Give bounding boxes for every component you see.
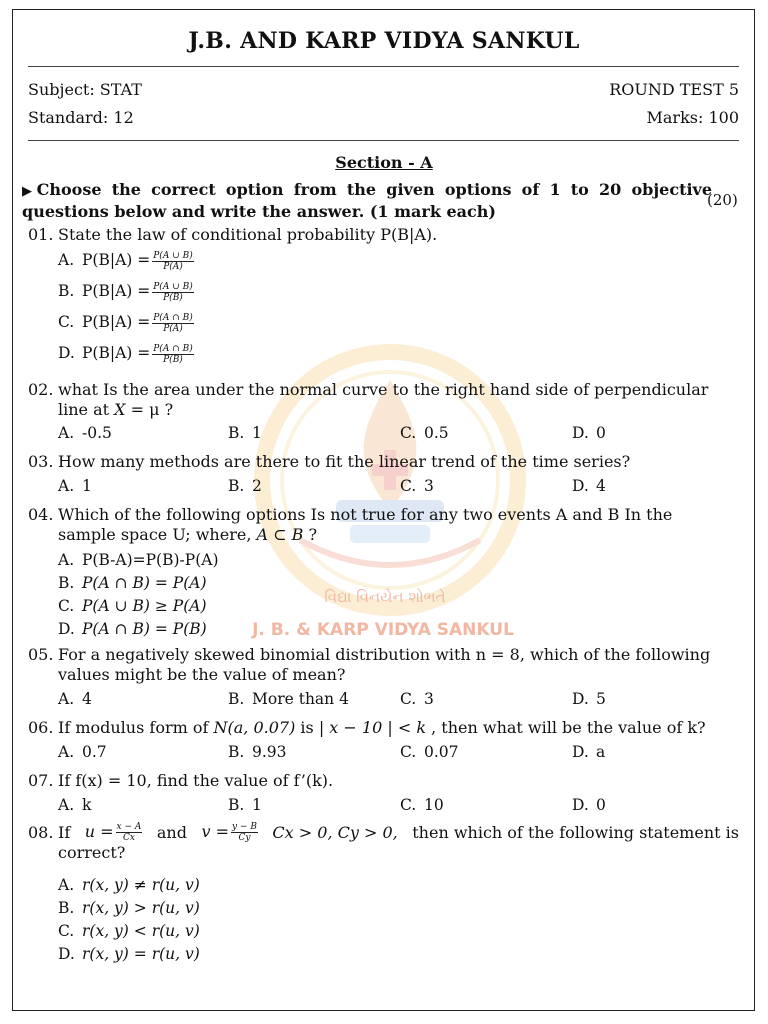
option-row (58, 875, 358, 898)
option-text: P(A ∩ B) = P(B) (82, 620, 207, 638)
question-8-options (58, 875, 358, 967)
option-row (58, 573, 358, 596)
fraction-denominator: P(B) (163, 354, 183, 365)
option-prefix: P(B|A) = (82, 282, 151, 300)
option-label: C. (58, 922, 75, 940)
option-text: P(A ∪ B) ≥ P(A) (82, 597, 207, 615)
option-text: More than 4 (252, 690, 349, 708)
option-row (58, 619, 358, 642)
divider (28, 140, 739, 141)
option-label: D. (572, 424, 589, 442)
divider (28, 66, 739, 67)
option-text: 1 (252, 796, 262, 814)
triangle-bullet-icon: ▶ (22, 184, 37, 199)
option-label: D. (572, 743, 589, 761)
option (228, 796, 262, 814)
question-4-options (58, 550, 358, 642)
option-text: 3 (424, 477, 434, 495)
section-marks: (20) (707, 191, 738, 209)
option-text: 3 (424, 690, 434, 708)
option (572, 796, 606, 814)
option-text: 4 (82, 690, 92, 708)
option-label: A. (58, 876, 75, 894)
option-row (58, 550, 358, 573)
option-row (58, 343, 358, 374)
option-text: k (82, 796, 92, 814)
option (228, 690, 349, 708)
option (58, 796, 91, 814)
section-instruction: ▶Choose the correct option from the given options of 1 to 20 objective questions below and write the answer. (1 mark each) (22, 180, 713, 221)
option-row (58, 921, 358, 944)
question-6: 06. If modulus form of N(a, 0.07) is | x − 10 | < k , then what will be the value of k? (28, 718, 706, 737)
option (572, 477, 606, 495)
option-label: B. (58, 899, 75, 917)
option-text: -0.5 (82, 424, 112, 442)
question-4: 04. Which of the following options Is not true for any two events A and B In the sample space U; where, A ⊂ B ? (28, 505, 673, 544)
fraction-numerator: P(A ∩ B) (153, 343, 193, 354)
option-label: A. (58, 690, 75, 708)
option-label: A. (58, 477, 75, 495)
option-label: A. (58, 251, 75, 269)
option (228, 424, 262, 442)
question-3: 03. How many methods are there to fit the linear trend of the time series? (28, 452, 631, 471)
option-label: A. (58, 424, 75, 442)
option (58, 477, 92, 495)
option (572, 690, 606, 708)
option-label: B. (228, 690, 245, 708)
option-text: 1 (82, 477, 92, 495)
question-8: 08. If u = $\frac{x - A}{Cx}$ and v = $\frac{y - B}{Cy}$ Cx > 0, Cy > 0, then which of the following statement is correct? (28, 822, 739, 862)
question-1-options (58, 250, 358, 374)
option-label: A. (58, 743, 75, 761)
question-1: 01. State the law of conditional probability P(B|A). (28, 225, 438, 244)
option-label: C. (400, 477, 417, 495)
option-row (58, 250, 358, 281)
option-row (58, 312, 358, 343)
option-text: 0 (596, 796, 606, 814)
option-text: r(x, y) = r(u, v) (82, 945, 200, 963)
option (572, 743, 605, 761)
option-label: D. (572, 477, 589, 495)
option (572, 424, 606, 442)
option-text: 0 (596, 424, 606, 442)
option-prefix: P(B|A) = (82, 313, 151, 331)
school-name: J.B. AND KARP VIDYA SANKUL (188, 28, 580, 54)
option-fraction (152, 282, 193, 303)
option-label: B. (228, 796, 245, 814)
option-text: 4 (596, 477, 606, 495)
option-label: B. (228, 424, 245, 442)
option-label: D. (58, 620, 75, 638)
option-text: P(A ∩ B) = P(A) (82, 574, 207, 592)
option-prefix: P(B|A) = (82, 344, 151, 362)
fraction-denominator: P(A) (163, 323, 183, 334)
option-fraction (152, 251, 193, 272)
option-text: 10 (424, 796, 444, 814)
option-text: 5 (596, 690, 606, 708)
option-row (58, 898, 358, 921)
fraction-numerator: P(A ∪ B) (153, 250, 193, 261)
fraction-denominator: P(B) (163, 292, 183, 303)
marks-label: Marks: 100 (646, 108, 739, 127)
option-fraction (152, 344, 193, 365)
option-label: D. (572, 796, 589, 814)
option (400, 743, 459, 761)
fraction-numerator: P(A ∩ B) (153, 312, 193, 323)
option (400, 477, 434, 495)
option-row (58, 596, 358, 619)
option-label: B. (228, 743, 245, 761)
option-prefix: P(B|A) = (82, 251, 151, 269)
option-text: 2 (252, 477, 262, 495)
option-label: D. (572, 690, 589, 708)
watermark-name: J. B. & KARP VIDYA SANKUL (252, 620, 514, 640)
option-text: r(x, y) ≠ r(u, v) (82, 876, 200, 894)
option-text: 9.93 (252, 743, 287, 761)
option-row (58, 281, 358, 312)
option-fraction (152, 313, 193, 334)
option-text: a (596, 743, 606, 761)
option-label: B. (58, 282, 75, 300)
option-label: A. (58, 796, 75, 814)
option-label: C. (400, 424, 417, 442)
option (58, 743, 107, 761)
section-title: Section - A (335, 153, 433, 172)
option (400, 690, 434, 708)
fraction-denominator: P(A) (163, 261, 183, 272)
option-label: C. (58, 597, 75, 615)
option-text: 1 (252, 424, 262, 442)
question-7: 07. If f(x) = 10, find the value of f’(k). (28, 771, 334, 790)
option-label: B. (228, 477, 245, 495)
option-label: C. (400, 796, 417, 814)
option-text: r(x, y) < r(u, v) (82, 922, 200, 940)
option (400, 424, 449, 442)
fraction-numerator: P(A ∪ B) (153, 281, 193, 292)
option (228, 743, 287, 761)
watermark-motto: વિદ્યા વિનયેન શોભતે (324, 588, 446, 606)
round-label: ROUND TEST 5 (609, 80, 739, 99)
question-5: 05. For a negatively skewed binomial distribution with n = 8, which of the following values might be the value of mean? (28, 645, 711, 684)
option-label: B. (58, 574, 75, 592)
option-label: D. (58, 344, 75, 362)
option-label: C. (400, 743, 417, 761)
option-text: 0.07 (424, 743, 459, 761)
option (58, 690, 92, 708)
option-text: 0.7 (82, 743, 107, 761)
subject-label: Subject: STAT (28, 80, 142, 99)
option-text: r(x, y) > r(u, v) (82, 899, 200, 917)
option (58, 424, 112, 442)
option-label: C. (400, 690, 417, 708)
option-text: 0.5 (424, 424, 449, 442)
option-label: C. (58, 313, 75, 331)
option-row (58, 944, 358, 967)
option-label: D. (58, 945, 75, 963)
standard-label: Standard: 12 (28, 108, 134, 127)
option (400, 796, 444, 814)
question-2: 02. what Is the area under the normal curve to the right hand side of perpendicular line at X = μ ? (28, 380, 709, 419)
option-label: A. (58, 551, 75, 569)
option (228, 477, 262, 495)
option-text: P(B-A)=P(B)-P(A) (82, 551, 219, 569)
